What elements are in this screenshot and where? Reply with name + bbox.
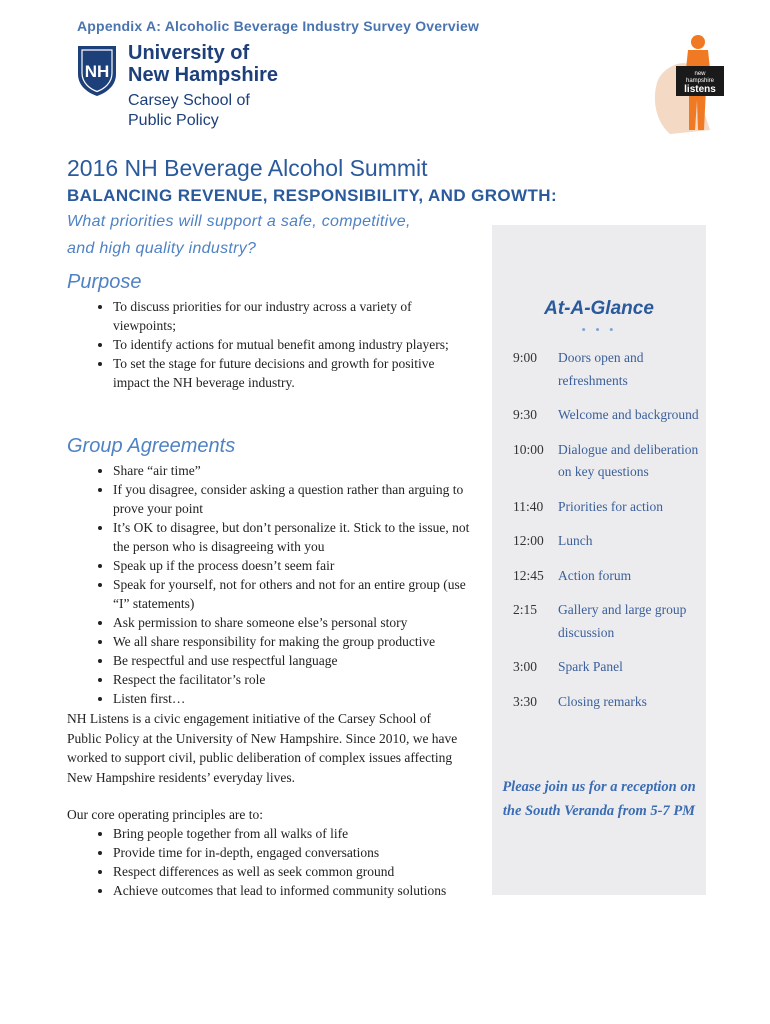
- principles-list: [87, 824, 473, 900]
- schedule-event: Action forum: [558, 567, 632, 583]
- reception-note: Please join us for a reception on the South Veranda from 5-7 PM: [502, 779, 696, 819]
- guiding-question: What priorities will support a safe, competitive, and high quality industry?: [67, 213, 411, 257]
- list-item: • We all share responsibility for making the group productive: [113, 632, 473, 651]
- schedule-event: Spark Panel: [558, 659, 623, 674]
- agreements-list: [87, 461, 473, 708]
- schedule-time: 11:40: [513, 498, 544, 514]
- svg-text:new: new: [694, 71, 706, 77]
- at-a-glance-title: At-A-Glance: [544, 298, 654, 319]
- list-item: • Be respectful and use respectful language: [113, 651, 473, 670]
- at-a-glance-panel: [492, 225, 706, 895]
- schedule-event: Dialogue and deliberation on key questions: [558, 441, 699, 479]
- schedule-row: [513, 691, 703, 714]
- shield-text: NH: [84, 62, 110, 81]
- schedule-time: 3:00: [513, 659, 538, 674]
- appendix-title: Appendix A: Alcoholic Beverage Industry Survey Overview: [77, 18, 480, 34]
- schedule-event: Closing remarks: [558, 693, 647, 709]
- schedule-event: Priorities for action: [558, 498, 663, 514]
- schedule-time: 3:30: [513, 693, 538, 709]
- nh-listens-logo: [640, 30, 730, 140]
- list-item: • To identify actions for mutual benefit among industry players;: [113, 335, 473, 354]
- schedule-time: 12:00: [513, 533, 544, 548]
- schedule: [513, 347, 703, 713]
- svg-text:listens: listens: [684, 84, 716, 95]
- schedule-row: [513, 496, 703, 519]
- summit-title: 2016 NH Beverage Alcohol Summit: [67, 155, 428, 181]
- list-item: • It’s OK to disagree, but don’t personalize it. Stick to the issue, not the person who is disagreeing with you: [113, 518, 473, 556]
- school-name: Carsey School of Public Policy: [128, 92, 250, 129]
- schedule-row: [513, 439, 703, 484]
- schedule-row: [513, 404, 703, 427]
- schedule-event: Doors open and refreshments: [558, 350, 644, 388]
- unh-shield-logo: [76, 44, 118, 98]
- svg-text:hampshire: hampshire: [685, 78, 715, 84]
- list-item: • To discuss priorities for our industry across a variety of viewpoints;: [113, 297, 473, 335]
- list-item: • Bring people together from all walks of life: [113, 824, 473, 843]
- about-nh-listens: NH Listens is a civic engagement initiative of the Carsey School of Public Policy at the University of New Hampshire. Since 2010, we have worked to support civil, public deliberation of complex issues affecting New Hampshire residents’ everyday lives.: [67, 711, 458, 785]
- schedule-time: 9:30: [513, 407, 538, 422]
- subtitle: BALANCING REVENUE, RESPONSIBILITY, AND GROWTH:: [67, 186, 558, 205]
- purpose-heading: Purpose: [67, 271, 142, 293]
- list-item: • Share “air time”: [113, 461, 473, 480]
- list-item: • Achieve outcomes that lead to informed community solutions: [113, 881, 473, 900]
- group-agreements-heading: Group Agreements: [67, 435, 236, 457]
- schedule-row: [513, 656, 703, 679]
- schedule-event: Welcome and background: [558, 407, 699, 422]
- schedule-time: 2:15: [513, 602, 538, 617]
- schedule-time: 9:00: [513, 350, 538, 365]
- list-item: • Respect differences as well as seek common ground: [113, 862, 473, 881]
- list-item: • Speak for yourself, not for others and not for an entire group (use “I” statements): [113, 575, 473, 613]
- schedule-row: [513, 599, 703, 644]
- schedule-event: Lunch: [558, 533, 593, 548]
- list-item: • If you disagree, consider asking a question rather than arguing to prove your point: [113, 480, 473, 518]
- list-item: • Ask permission to share someone else’s personal story: [113, 613, 473, 632]
- schedule-row: [513, 565, 703, 588]
- university-name: University of New Hampshire: [128, 42, 279, 86]
- schedule-time: 10:00: [513, 441, 544, 457]
- schedule-time: 12:45: [513, 567, 544, 583]
- principles-intro: Our core operating principles are to:: [67, 807, 264, 822]
- schedule-row: [513, 347, 703, 392]
- list-item: • Respect the facilitator’s role: [113, 670, 473, 689]
- list-item: • Speak up if the process doesn’t seem fair: [113, 556, 473, 575]
- schedule-row: [513, 530, 703, 553]
- list-item: • Provide time for in-depth, engaged conversations: [113, 843, 473, 862]
- list-item: • To set the stage for future decisions and growth for positive impact the NH beverage industry.: [113, 354, 473, 392]
- schedule-event: Gallery and large group discussion: [558, 602, 687, 640]
- purpose-list: [87, 297, 473, 392]
- dots-divider: • • •: [581, 322, 617, 337]
- list-item: • Listen first…: [113, 689, 473, 708]
